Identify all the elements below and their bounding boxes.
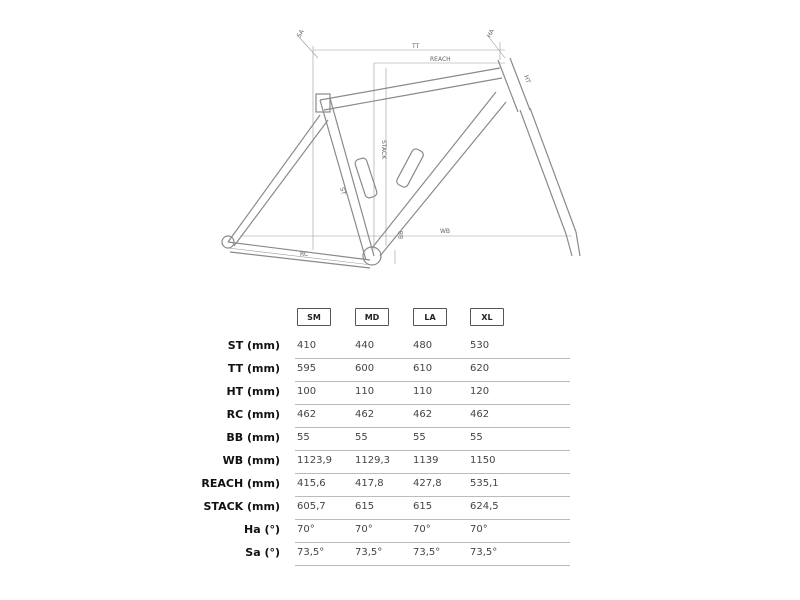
table-cell: 440 bbox=[355, 340, 375, 351]
table-cell: 610 bbox=[413, 363, 433, 374]
table-cell: 110 bbox=[413, 386, 433, 397]
table-cell: 1150 bbox=[470, 455, 496, 466]
table-cell: 480 bbox=[413, 340, 433, 351]
table-cell: 73,5° bbox=[297, 547, 325, 558]
table-cell: 1129,3 bbox=[355, 455, 390, 466]
table-cell: 427,8 bbox=[413, 478, 442, 489]
table-cell: 535,1 bbox=[470, 478, 499, 489]
table-row bbox=[215, 382, 570, 405]
table-cell: 73,5° bbox=[470, 547, 498, 558]
table-cell: 615 bbox=[413, 501, 433, 512]
table-cell: 55 bbox=[413, 432, 426, 443]
table-cell: 415,6 bbox=[297, 478, 326, 489]
table-cell: 73,5° bbox=[355, 547, 383, 558]
row-label: ST (mm) bbox=[227, 339, 280, 352]
size-header-row bbox=[215, 308, 575, 332]
row-label: REACH (mm) bbox=[201, 477, 280, 490]
label-sa: SA bbox=[295, 28, 306, 39]
row-label: Ha (°) bbox=[243, 523, 280, 536]
bottle-icon bbox=[354, 148, 425, 199]
table-cell: 55 bbox=[297, 432, 310, 443]
table-row bbox=[201, 474, 570, 497]
label-st: ST bbox=[338, 186, 347, 196]
label-ha: HA bbox=[485, 28, 497, 39]
label-reach: REACH bbox=[430, 56, 451, 63]
row-label: TT (mm) bbox=[227, 362, 280, 375]
label-bb: BB bbox=[398, 230, 405, 239]
row-label: Sa (°) bbox=[245, 546, 280, 559]
table-cell: 55 bbox=[355, 432, 368, 443]
row-label: STACK (mm) bbox=[203, 500, 280, 513]
table-cell: 55 bbox=[470, 432, 483, 443]
table-row bbox=[215, 405, 570, 428]
table-cell: 70° bbox=[413, 524, 431, 535]
size-header-md: MD bbox=[355, 308, 389, 326]
table-cell: 110 bbox=[355, 386, 375, 397]
table-cell: 530 bbox=[470, 340, 490, 351]
table-row bbox=[215, 359, 570, 382]
label-stack: STACK bbox=[380, 140, 387, 160]
table-cell: 620 bbox=[470, 363, 490, 374]
table-cell: 410 bbox=[297, 340, 317, 351]
table-cell: 462 bbox=[355, 409, 375, 420]
row-label: RC (mm) bbox=[226, 408, 280, 421]
geometry-table bbox=[201, 308, 575, 559]
table-cell: 70° bbox=[297, 524, 315, 535]
label-wb: WB bbox=[440, 228, 451, 235]
table-row bbox=[215, 543, 570, 566]
row-divider bbox=[295, 565, 570, 566]
table-cell: 615 bbox=[355, 501, 375, 512]
table-cell: 600 bbox=[355, 363, 375, 374]
size-header-xl: XL bbox=[470, 308, 504, 326]
table-cell: 70° bbox=[470, 524, 488, 535]
label-ht: HT bbox=[522, 74, 532, 85]
table-row bbox=[215, 520, 570, 543]
table-cell: 417,8 bbox=[355, 478, 384, 489]
size-header-la: LA bbox=[413, 308, 447, 326]
table-cell: 605,7 bbox=[297, 501, 326, 512]
size-header-sm: SM bbox=[297, 308, 331, 326]
table-row bbox=[215, 428, 570, 451]
table-row bbox=[215, 451, 570, 474]
table-cell: 73,5° bbox=[413, 547, 441, 558]
table-row bbox=[203, 497, 570, 520]
label-rc: RC bbox=[300, 251, 309, 258]
table-cell: 462 bbox=[470, 409, 490, 420]
table-cell: 70° bbox=[355, 524, 373, 535]
table-cell: 462 bbox=[297, 409, 317, 420]
frame-geometry-diagram bbox=[200, 20, 620, 280]
table-cell: 1123,9 bbox=[297, 455, 332, 466]
table-cell: 624,5 bbox=[470, 501, 499, 512]
row-label: WB (mm) bbox=[222, 454, 280, 467]
table-row bbox=[215, 336, 570, 359]
row-label: BB (mm) bbox=[226, 431, 280, 444]
table-cell: 462 bbox=[413, 409, 433, 420]
label-tt: TT bbox=[412, 43, 420, 50]
row-label: HT (mm) bbox=[226, 385, 280, 398]
table-cell: 1139 bbox=[413, 455, 439, 466]
table-cell: 100 bbox=[297, 386, 317, 397]
table-cell: 120 bbox=[470, 386, 490, 397]
table-cell: 595 bbox=[297, 363, 317, 374]
